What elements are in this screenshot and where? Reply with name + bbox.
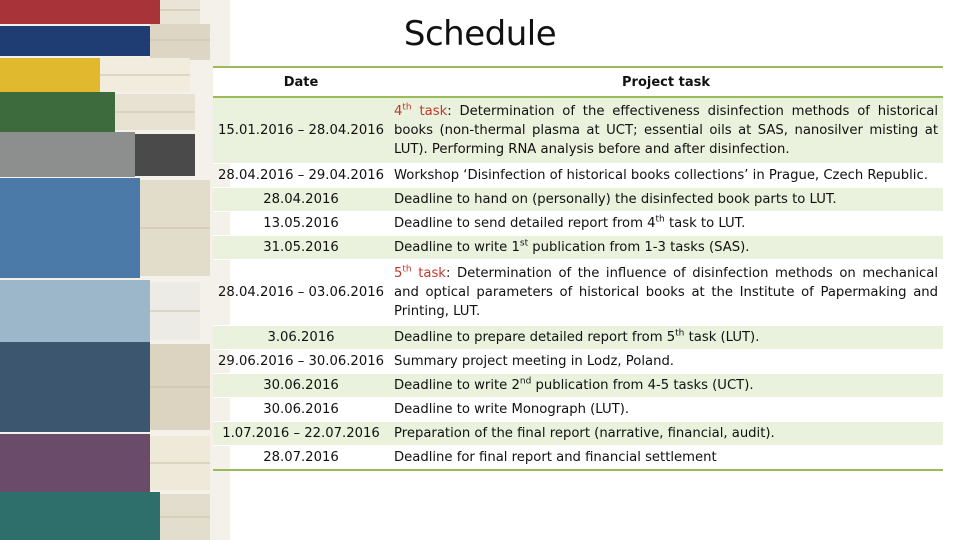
row-date: 15.01.2016 – 28.04.2016	[213, 97, 389, 163]
table-row	[213, 397, 943, 421]
table-row	[213, 421, 943, 445]
table-row	[213, 211, 943, 235]
task-superscript: nd	[519, 376, 532, 387]
task-text: Deadline to prepare detailed report from 5	[394, 329, 676, 345]
table-row	[213, 259, 943, 325]
row-task: Workshop ‘Disinfection of historical books collections’ in Prague, Czech Republic.	[394, 167, 928, 183]
table-row	[213, 97, 943, 163]
task-text: : Determination of the influence of disinfection methods on mechanical and optical parameters of historical books at the Institute of Papermaking and Printing, LUT.	[394, 265, 938, 319]
task-superscript: th	[675, 328, 685, 339]
row-task	[389, 373, 943, 397]
task-highlight-superscript: th	[402, 102, 412, 113]
row-task	[389, 259, 943, 325]
row-date: 28.04.2016 – 03.06.2016	[218, 284, 384, 300]
table-row	[213, 445, 943, 470]
table-row	[213, 163, 943, 187]
row-task	[389, 325, 943, 349]
task-superscript: st	[519, 238, 529, 249]
table-row	[213, 235, 943, 259]
header-project-task: Project task	[389, 67, 943, 97]
row-date: 28.04.2016 – 29.04.2016	[218, 167, 384, 183]
row-date: 29.06.2016 – 30.06.2016	[218, 353, 384, 369]
row-date: 30.06.2016	[213, 373, 389, 397]
row-task: Summary project meeting in Lodz, Poland.	[394, 353, 675, 369]
page-title: Schedule	[403, 14, 557, 54]
row-task: Deadline to hand on (personally) the disinfected book parts to LUT.	[389, 187, 943, 211]
row-date: 13.05.2016	[263, 215, 339, 231]
task-highlight-superscript: th	[402, 264, 412, 275]
schedule-table	[213, 66, 943, 471]
task-text: task to LUT.	[664, 215, 746, 231]
task-text: Deadline to send detailed report from 4	[394, 215, 656, 231]
task-text: publication from 4-5 tasks (UCT).	[531, 377, 754, 393]
task-highlight-word: task	[419, 103, 448, 119]
table-header-row	[213, 67, 943, 97]
task-text: : Determination of the effectiveness disinfection methods of historical books (non-thermal plasma at UCT; essential oils at SAS, nanosilver misting at LUT). Performing RNA analysis before and after disinfection.	[394, 103, 938, 157]
row-task	[389, 97, 943, 163]
row-date: 3.06.2016	[213, 325, 389, 349]
table-row	[213, 325, 943, 349]
row-date: 31.05.2016	[213, 235, 389, 259]
task-highlight-number: 5	[394, 265, 403, 281]
row-date: 28.07.2016	[263, 449, 339, 465]
row-task: Preparation of the final report (narrative, financial, audit).	[389, 421, 943, 445]
row-task	[389, 211, 943, 235]
books-stack-image	[0, 0, 230, 540]
table-row	[213, 187, 943, 211]
row-task: Deadline to write Monograph (LUT).	[394, 401, 630, 417]
row-date: 28.04.2016	[213, 187, 389, 211]
row-task: Deadline for final report and financial settlement	[394, 449, 717, 465]
task-highlight-word: task	[418, 265, 446, 281]
task-text: task (LUT).	[684, 329, 760, 345]
row-date: 30.06.2016	[263, 401, 339, 417]
task-text: Deadline to write 1	[394, 239, 520, 255]
task-text: publication from 1-3 tasks (SAS).	[528, 239, 750, 255]
row-date: 1.07.2016 – 22.07.2016	[213, 421, 389, 445]
row-task	[389, 235, 943, 259]
task-superscript: th	[655, 214, 665, 225]
table-row	[213, 349, 943, 373]
task-text: Deadline to write 2	[394, 377, 520, 393]
table-row	[213, 373, 943, 397]
header-date: Date	[213, 67, 389, 97]
task-highlight-number: 4	[394, 103, 403, 119]
